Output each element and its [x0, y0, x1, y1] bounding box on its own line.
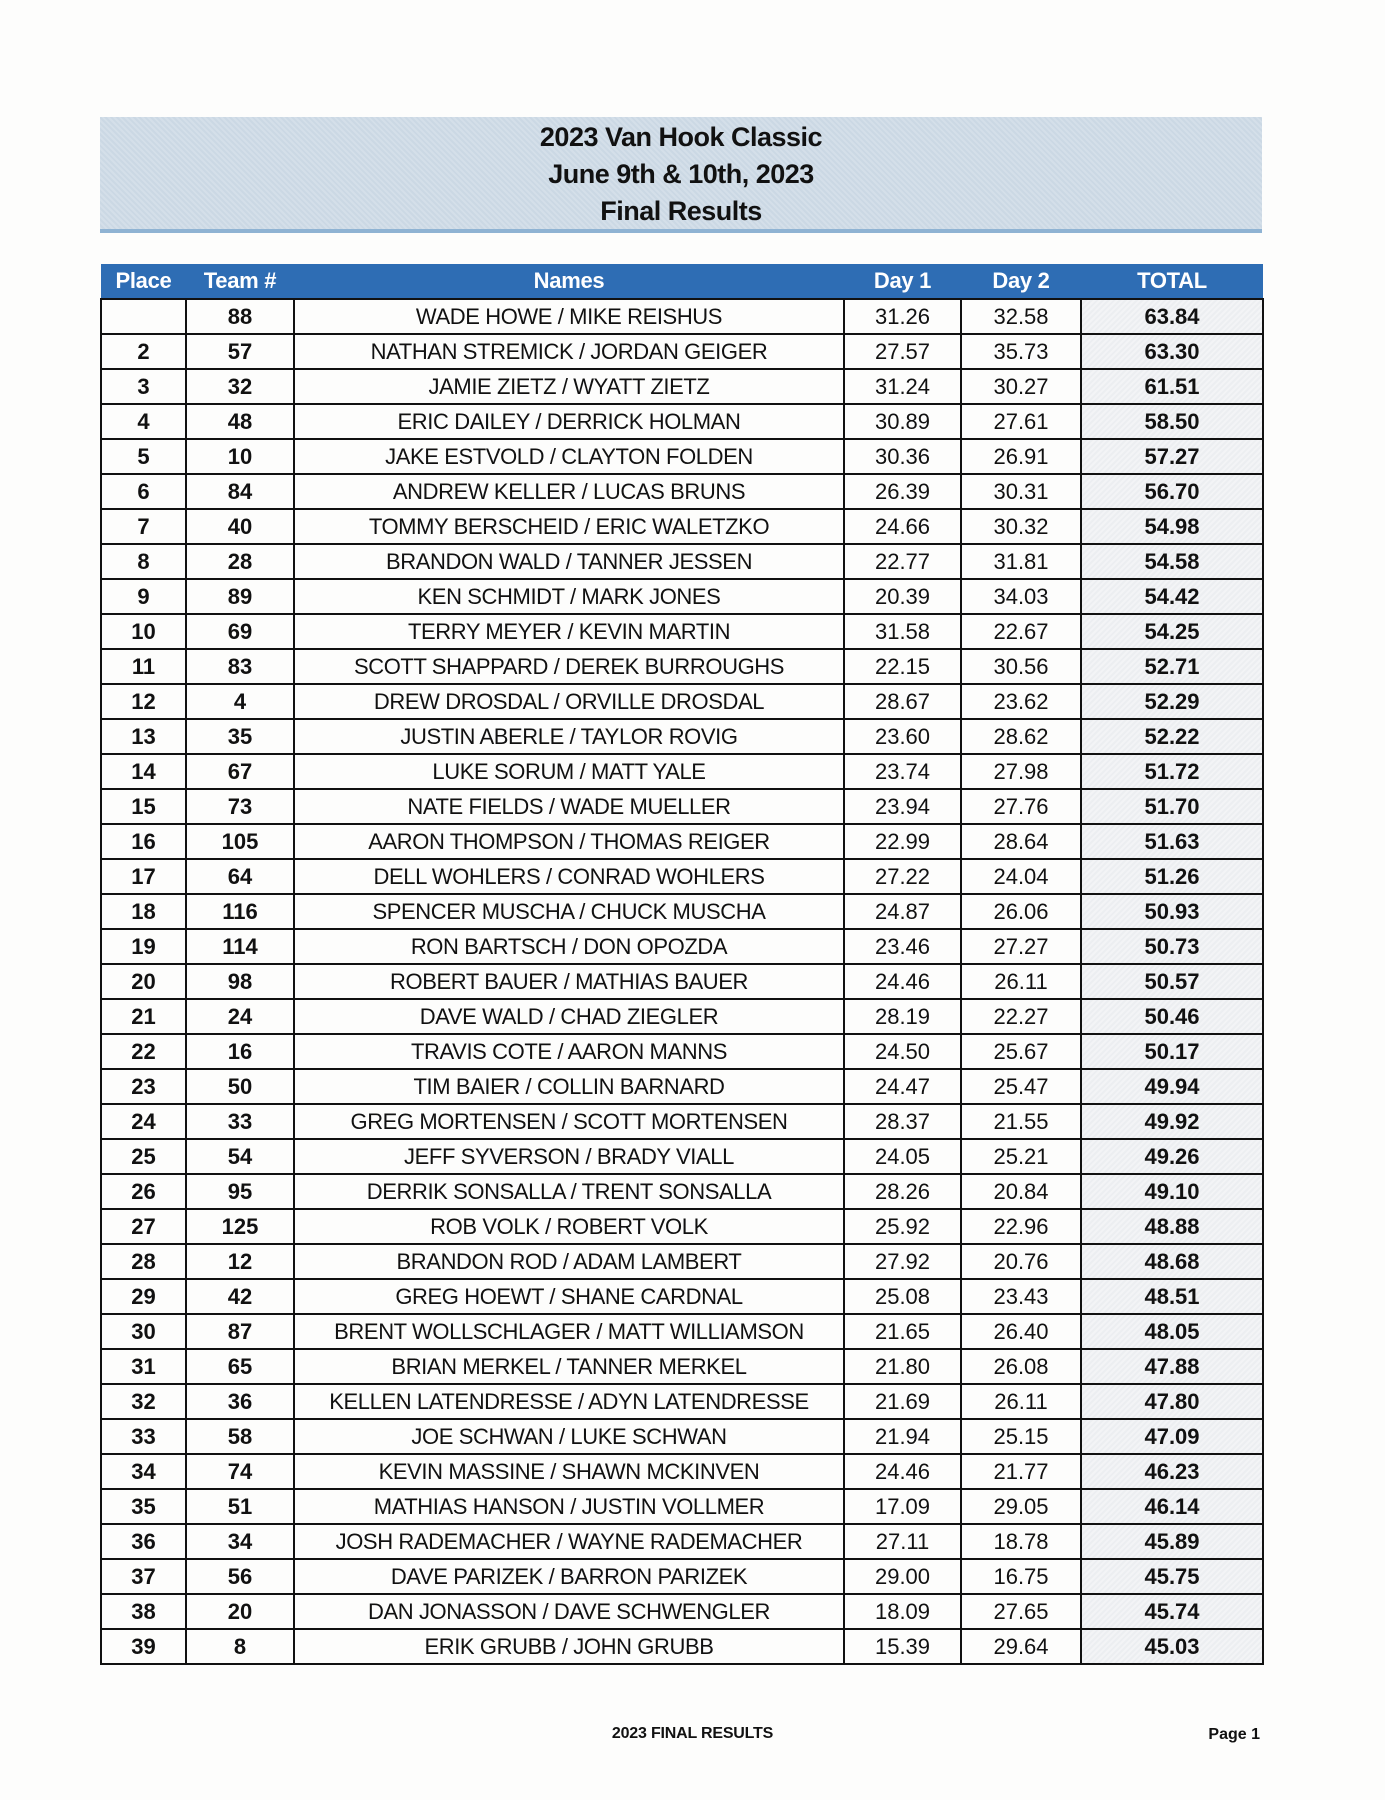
cell-total: 45.74 [1081, 1594, 1263, 1629]
table-row [101, 999, 1263, 1034]
table-row [101, 1349, 1263, 1384]
cell-total: 50.73 [1081, 929, 1263, 964]
cell-day1: 24.87 [844, 894, 961, 929]
cell-day2: 27.98 [961, 754, 1081, 789]
cell-total: 48.51 [1081, 1279, 1263, 1314]
cell-names: BRENT WOLLSCHLAGER / MATT WILLIAMSON [294, 1314, 844, 1349]
cell-day2: 21.55 [961, 1104, 1081, 1139]
cell-day2: 26.11 [961, 964, 1081, 999]
cell-total: 49.26 [1081, 1139, 1263, 1174]
cell-team: 67 [186, 754, 294, 789]
cell-day1: 30.36 [844, 439, 961, 474]
table-row [101, 544, 1263, 579]
cell-place: 32 [101, 1384, 186, 1419]
cell-total: 61.51 [1081, 369, 1263, 404]
cell-total: 49.92 [1081, 1104, 1263, 1139]
event-subtitle: Final Results [600, 196, 762, 226]
table-row [101, 754, 1263, 789]
cell-team: 36 [186, 1384, 294, 1419]
cell-team: 32 [186, 369, 294, 404]
cell-day2: 22.27 [961, 999, 1081, 1034]
cell-names: WADE HOWE / MIKE REISHUS [294, 299, 844, 334]
cell-place: 12 [101, 684, 186, 719]
cell-day1: 23.60 [844, 719, 961, 754]
table-row [101, 1559, 1263, 1594]
table-row [101, 439, 1263, 474]
cell-place: 14 [101, 754, 186, 789]
cell-day1: 18.09 [844, 1594, 961, 1629]
cell-total: 48.68 [1081, 1244, 1263, 1279]
cell-day1: 21.69 [844, 1384, 961, 1419]
cell-place: 22 [101, 1034, 186, 1069]
cell-place: 29 [101, 1279, 186, 1314]
table-row [101, 299, 1263, 334]
table-row [101, 719, 1263, 754]
cell-total: 52.71 [1081, 649, 1263, 684]
cell-place: 8 [101, 544, 186, 579]
cell-day1: 17.09 [844, 1489, 961, 1524]
cell-place: 26 [101, 1174, 186, 1209]
cell-team: 58 [186, 1419, 294, 1454]
cell-total: 45.75 [1081, 1559, 1263, 1594]
cell-names: JEFF SYVERSON / BRADY VIALL [294, 1139, 844, 1174]
cell-team: 84 [186, 474, 294, 509]
cell-day1: 31.26 [844, 299, 961, 334]
table-row [101, 1314, 1263, 1349]
cell-place: 21 [101, 999, 186, 1034]
page-number: Page 1 [1208, 1726, 1260, 1743]
cell-place: 39 [101, 1629, 186, 1664]
cell-team: 40 [186, 509, 294, 544]
cell-names: SCOTT SHAPPARD / DEREK BURROUGHS [294, 649, 844, 684]
cell-total: 63.30 [1081, 334, 1263, 369]
cell-day2: 34.03 [961, 579, 1081, 614]
cell-team: 33 [186, 1104, 294, 1139]
cell-place: 10 [101, 614, 186, 649]
table-row [101, 1209, 1263, 1244]
cell-team: 54 [186, 1139, 294, 1174]
cell-place: 27 [101, 1209, 186, 1244]
cell-place: 24 [101, 1104, 186, 1139]
cell-day2: 23.62 [961, 684, 1081, 719]
cell-day1: 28.67 [844, 684, 961, 719]
cell-day2: 27.61 [961, 404, 1081, 439]
table-row [101, 1104, 1263, 1139]
table-row [101, 1174, 1263, 1209]
cell-total: 54.58 [1081, 544, 1263, 579]
cell-team: 42 [186, 1279, 294, 1314]
cell-day2: 27.27 [961, 929, 1081, 964]
table-row [101, 1524, 1263, 1559]
cell-names: DAN JONASSON / DAVE SCHWENGLER [294, 1594, 844, 1629]
cell-day2: 26.06 [961, 894, 1081, 929]
cell-day1: 21.94 [844, 1419, 961, 1454]
table-row [101, 1139, 1263, 1174]
cell-names: TERRY MEYER / KEVIN MARTIN [294, 614, 844, 649]
cell-team: 51 [186, 1489, 294, 1524]
table-row [101, 1069, 1263, 1104]
cell-day2: 22.67 [961, 614, 1081, 649]
cell-place: 25 [101, 1139, 186, 1174]
cell-day1: 15.39 [844, 1629, 961, 1664]
cell-day1: 28.19 [844, 999, 961, 1034]
table-row [101, 404, 1263, 439]
cell-day2: 35.73 [961, 334, 1081, 369]
cell-names: KEVIN MASSINE / SHAWN MCKINVEN [294, 1454, 844, 1489]
table-row [101, 859, 1263, 894]
cell-names: AARON THOMPSON / THOMAS REIGER [294, 824, 844, 859]
cell-place: 37 [101, 1559, 186, 1594]
cell-day2: 22.96 [961, 1209, 1081, 1244]
table-row [101, 1489, 1263, 1524]
cell-day1: 25.92 [844, 1209, 961, 1244]
cell-day2: 20.76 [961, 1244, 1081, 1279]
cell-total: 46.14 [1081, 1489, 1263, 1524]
cell-team: 89 [186, 579, 294, 614]
table-row [101, 369, 1263, 404]
cell-team: 8 [186, 1629, 294, 1664]
cell-team: 57 [186, 334, 294, 369]
cell-names: DREW DROSDAL / ORVILLE DROSDAL [294, 684, 844, 719]
cell-day1: 31.58 [844, 614, 961, 649]
cell-total: 49.94 [1081, 1069, 1263, 1104]
cell-team: 20 [186, 1594, 294, 1629]
cell-place: 33 [101, 1419, 186, 1454]
table-row [101, 684, 1263, 719]
table-row [101, 1454, 1263, 1489]
column-header-place: Place [101, 264, 186, 299]
table-row [101, 579, 1263, 614]
cell-names: TRAVIS COTE / AARON MANNS [294, 1034, 844, 1069]
cell-day2: 27.76 [961, 789, 1081, 824]
cell-names: LUKE SORUM / MATT YALE [294, 754, 844, 789]
cell-place: 5 [101, 439, 186, 474]
cell-day1: 29.00 [844, 1559, 961, 1594]
cell-names: TOMMY BERSCHEID / ERIC WALETZKO [294, 509, 844, 544]
cell-day1: 24.47 [844, 1069, 961, 1104]
cell-day2: 18.78 [961, 1524, 1081, 1559]
cell-place: 34 [101, 1454, 186, 1489]
cell-team: 98 [186, 964, 294, 999]
table-row [101, 649, 1263, 684]
cell-total: 50.93 [1081, 894, 1263, 929]
cell-team: 56 [186, 1559, 294, 1594]
cell-total: 50.46 [1081, 999, 1263, 1034]
cell-place: 3 [101, 369, 186, 404]
results-body [101, 299, 1263, 1664]
table-header-row [101, 264, 1263, 299]
cell-team: 116 [186, 894, 294, 929]
table-row [101, 614, 1263, 649]
cell-total: 54.98 [1081, 509, 1263, 544]
cell-names: DELL WOHLERS / CONRAD WOHLERS [294, 859, 844, 894]
cell-team: 10 [186, 439, 294, 474]
cell-day2: 26.11 [961, 1384, 1081, 1419]
column-header-team: Team # [186, 264, 294, 299]
cell-place: 28 [101, 1244, 186, 1279]
cell-team: 34 [186, 1524, 294, 1559]
cell-names: BRIAN MERKEL / TANNER MERKEL [294, 1349, 844, 1384]
cell-names: ROB VOLK / ROBERT VOLK [294, 1209, 844, 1244]
cell-team: 12 [186, 1244, 294, 1279]
cell-total: 47.09 [1081, 1419, 1263, 1454]
cell-day2: 30.31 [961, 474, 1081, 509]
table-row [101, 894, 1263, 929]
table-row [101, 334, 1263, 369]
cell-day2: 30.56 [961, 649, 1081, 684]
column-header-day2: Day 2 [961, 264, 1081, 299]
table-row [101, 789, 1263, 824]
cell-names: NATE FIELDS / WADE MUELLER [294, 789, 844, 824]
cell-team: 24 [186, 999, 294, 1034]
cell-team: 48 [186, 404, 294, 439]
cell-day1: 25.08 [844, 1279, 961, 1314]
table-row [101, 509, 1263, 544]
cell-total: 48.88 [1081, 1209, 1263, 1244]
table-row [101, 1244, 1263, 1279]
cell-total: 50.57 [1081, 964, 1263, 999]
cell-team: 105 [186, 824, 294, 859]
cell-day2: 25.47 [961, 1069, 1081, 1104]
cell-place: 20 [101, 964, 186, 999]
cell-place: 19 [101, 929, 186, 964]
table-row [101, 1034, 1263, 1069]
cell-day1: 27.92 [844, 1244, 961, 1279]
cell-team: 50 [186, 1069, 294, 1104]
cell-day2: 24.04 [961, 859, 1081, 894]
cell-names: ANDREW KELLER / LUCAS BRUNS [294, 474, 844, 509]
cell-total: 51.63 [1081, 824, 1263, 859]
cell-day2: 26.08 [961, 1349, 1081, 1384]
cell-names: ERIC DAILEY / DERRICK HOLMAN [294, 404, 844, 439]
cell-names: BRANDON WALD / TANNER JESSEN [294, 544, 844, 579]
cell-day1: 30.89 [844, 404, 961, 439]
cell-team: 95 [186, 1174, 294, 1209]
cell-day1: 22.99 [844, 824, 961, 859]
cell-names: BRANDON ROD / ADAM LAMBERT [294, 1244, 844, 1279]
cell-day1: 28.26 [844, 1174, 961, 1209]
cell-names: NATHAN STREMICK / JORDAN GEIGER [294, 334, 844, 369]
column-header-total: TOTAL [1081, 264, 1263, 299]
table-row [101, 474, 1263, 509]
cell-day1: 21.65 [844, 1314, 961, 1349]
cell-names: DAVE PARIZEK / BARRON PARIZEK [294, 1559, 844, 1594]
cell-day2: 29.64 [961, 1629, 1081, 1664]
cell-place: 13 [101, 719, 186, 754]
cell-team: 28 [186, 544, 294, 579]
cell-total: 49.10 [1081, 1174, 1263, 1209]
cell-day1: 24.46 [844, 964, 961, 999]
cell-day1: 22.77 [844, 544, 961, 579]
cell-total: 52.22 [1081, 719, 1263, 754]
cell-day2: 26.91 [961, 439, 1081, 474]
cell-names: KELLEN LATENDRESSE / ADYN LATENDRESSE [294, 1384, 844, 1419]
cell-total: 47.88 [1081, 1349, 1263, 1384]
cell-team: 125 [186, 1209, 294, 1244]
cell-day1: 24.05 [844, 1139, 961, 1174]
cell-day2: 21.77 [961, 1454, 1081, 1489]
cell-day2: 28.64 [961, 824, 1081, 859]
cell-total: 45.03 [1081, 1629, 1263, 1664]
cell-names: TIM BAIER / COLLIN BARNARD [294, 1069, 844, 1104]
cell-day2: 25.21 [961, 1139, 1081, 1174]
cell-place: 7 [101, 509, 186, 544]
column-header-names: Names [294, 264, 844, 299]
cell-total: 47.80 [1081, 1384, 1263, 1419]
cell-team: 69 [186, 614, 294, 649]
cell-total: 56.70 [1081, 474, 1263, 509]
cell-total: 52.29 [1081, 684, 1263, 719]
cell-day2: 16.75 [961, 1559, 1081, 1594]
table-row [101, 1384, 1263, 1419]
cell-team: 16 [186, 1034, 294, 1069]
cell-team: 73 [186, 789, 294, 824]
cell-day1: 23.94 [844, 789, 961, 824]
cell-total: 57.27 [1081, 439, 1263, 474]
cell-total: 63.84 [1081, 299, 1263, 334]
cell-place: 2 [101, 334, 186, 369]
cell-names: SPENCER MUSCHA / CHUCK MUSCHA [294, 894, 844, 929]
cell-place: 16 [101, 824, 186, 859]
cell-place: 38 [101, 1594, 186, 1629]
cell-day1: 24.46 [844, 1454, 961, 1489]
cell-day2: 27.65 [961, 1594, 1081, 1629]
cell-total: 51.26 [1081, 859, 1263, 894]
cell-place: 35 [101, 1489, 186, 1524]
cell-day1: 27.57 [844, 334, 961, 369]
cell-place: 30 [101, 1314, 186, 1349]
cell-day2: 20.84 [961, 1174, 1081, 1209]
cell-total: 46.23 [1081, 1454, 1263, 1489]
cell-place: 15 [101, 789, 186, 824]
cell-names: JOSH RADEMACHER / WAYNE RADEMACHER [294, 1524, 844, 1559]
cell-day1: 20.39 [844, 579, 961, 614]
cell-place: 11 [101, 649, 186, 684]
cell-names: GREG HOEWT / SHANE CARDNAL [294, 1279, 844, 1314]
table-row [101, 1279, 1263, 1314]
cell-day1: 27.22 [844, 859, 961, 894]
cell-total: 54.25 [1081, 614, 1263, 649]
results-table [100, 264, 1264, 1665]
cell-total: 50.17 [1081, 1034, 1263, 1069]
cell-day2: 28.62 [961, 719, 1081, 754]
cell-team: 83 [186, 649, 294, 684]
cell-day2: 32.58 [961, 299, 1081, 334]
cell-total: 58.50 [1081, 404, 1263, 439]
cell-team: 74 [186, 1454, 294, 1489]
cell-day1: 22.15 [844, 649, 961, 684]
cell-place: 23 [101, 1069, 186, 1104]
cell-place [101, 299, 186, 334]
title-banner [100, 117, 1262, 233]
cell-names: DERRIK SONSALLA / TRENT SONSALLA [294, 1174, 844, 1209]
cell-day2: 25.15 [961, 1419, 1081, 1454]
table-row [101, 1629, 1263, 1664]
table-row [101, 964, 1263, 999]
cell-names: KEN SCHMIDT / MARK JONES [294, 579, 844, 614]
cell-day1: 31.24 [844, 369, 961, 404]
cell-names: MATHIAS HANSON / JUSTIN VOLLMER [294, 1489, 844, 1524]
event-dates: June 9th & 10th, 2023 [548, 159, 814, 189]
cell-total: 51.72 [1081, 754, 1263, 789]
cell-place: 31 [101, 1349, 186, 1384]
cell-names: JOE SCHWAN / LUKE SCHWAN [294, 1419, 844, 1454]
cell-place: 4 [101, 404, 186, 439]
cell-names: JUSTIN ABERLE / TAYLOR ROVIG [294, 719, 844, 754]
cell-day1: 28.37 [844, 1104, 961, 1139]
cell-names: ROBERT BAUER / MATHIAS BAUER [294, 964, 844, 999]
cell-team: 65 [186, 1349, 294, 1384]
cell-total: 51.70 [1081, 789, 1263, 824]
cell-day1: 26.39 [844, 474, 961, 509]
cell-team: 87 [186, 1314, 294, 1349]
cell-day1: 23.46 [844, 929, 961, 964]
column-header-day1: Day 1 [844, 264, 961, 299]
cell-place: 6 [101, 474, 186, 509]
cell-day2: 25.67 [961, 1034, 1081, 1069]
cell-day1: 24.66 [844, 509, 961, 544]
cell-day2: 26.40 [961, 1314, 1081, 1349]
cell-day1: 27.11 [844, 1524, 961, 1559]
cell-names: GREG MORTENSEN / SCOTT MORTENSEN [294, 1104, 844, 1139]
event-title: 2023 Van Hook Classic [539, 122, 823, 152]
cell-team: 114 [186, 929, 294, 964]
cell-day1: 23.74 [844, 754, 961, 789]
cell-day1: 24.50 [844, 1034, 961, 1069]
cell-total: 48.05 [1081, 1314, 1263, 1349]
cell-place: 18 [101, 894, 186, 929]
cell-team: 35 [186, 719, 294, 754]
cell-total: 45.89 [1081, 1524, 1263, 1559]
cell-place: 9 [101, 579, 186, 614]
cell-day2: 31.81 [961, 544, 1081, 579]
table-row [101, 824, 1263, 859]
cell-day2: 23.43 [961, 1279, 1081, 1314]
cell-names: JAMIE ZIETZ / WYATT ZIETZ [294, 369, 844, 404]
footer-title: 2023 FINAL RESULTS [611, 1725, 774, 1742]
table-row [101, 1419, 1263, 1454]
cell-names: ERIK GRUBB / JOHN GRUBB [294, 1629, 844, 1664]
cell-day2: 30.27 [961, 369, 1081, 404]
cell-day1: 21.80 [844, 1349, 961, 1384]
cell-names: RON BARTSCH / DON OPOZDA [294, 929, 844, 964]
cell-day2: 29.05 [961, 1489, 1081, 1524]
cell-team: 4 [186, 684, 294, 719]
cell-names: JAKE ESTVOLD / CLAYTON FOLDEN [294, 439, 844, 474]
cell-place: 36 [101, 1524, 186, 1559]
cell-total: 54.42 [1081, 579, 1263, 614]
cell-place: 17 [101, 859, 186, 894]
table-row [101, 1594, 1263, 1629]
cell-team: 88 [186, 299, 294, 334]
table-row [101, 929, 1263, 964]
cell-names: DAVE WALD / CHAD ZIEGLER [294, 999, 844, 1034]
cell-team: 64 [186, 859, 294, 894]
cell-day2: 30.32 [961, 509, 1081, 544]
